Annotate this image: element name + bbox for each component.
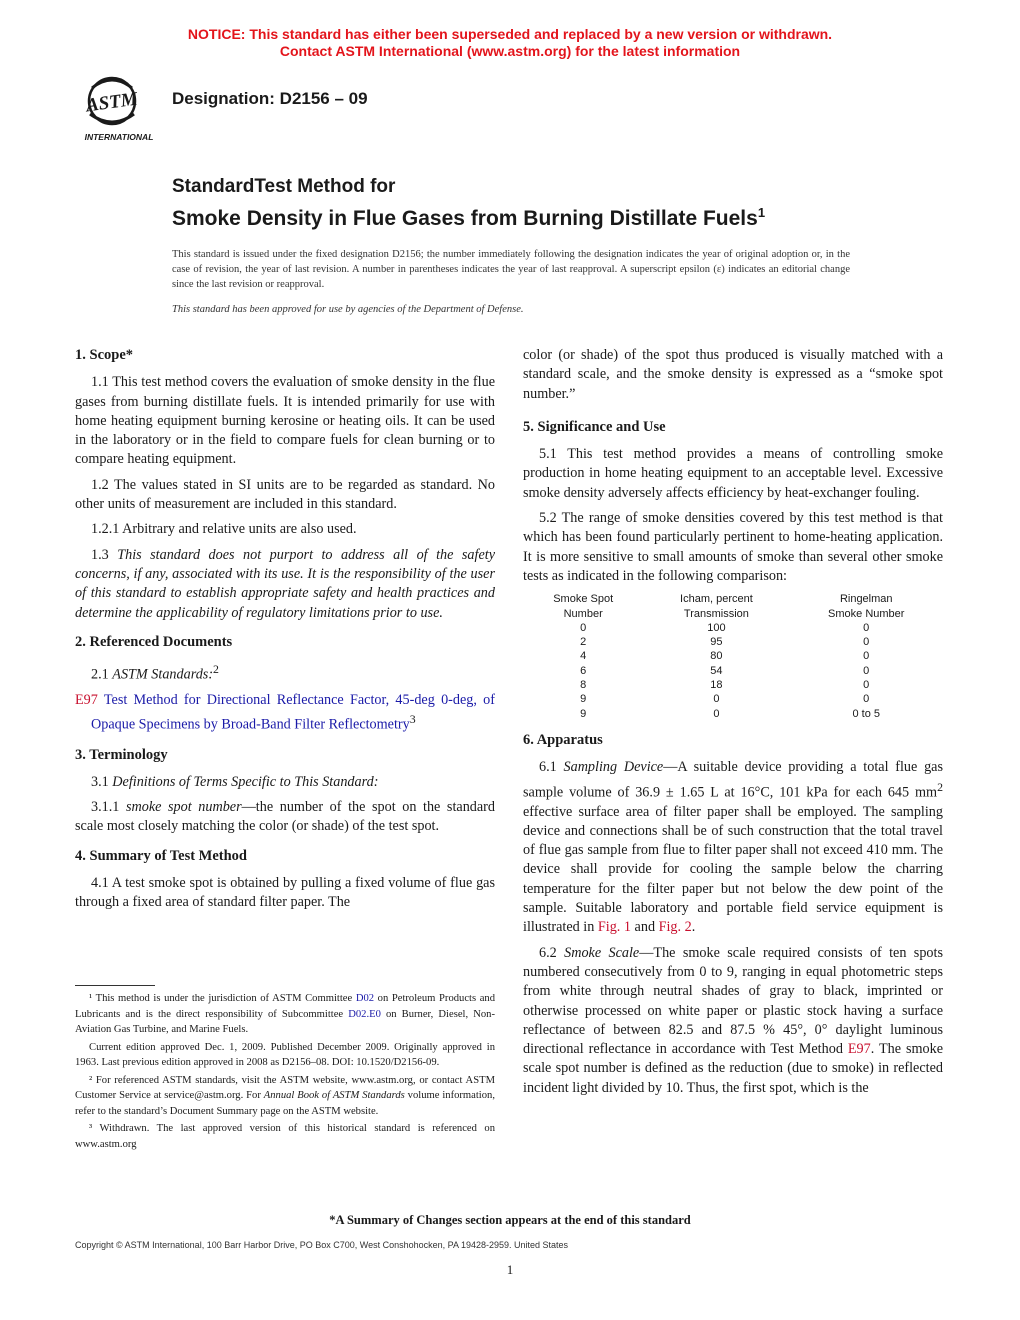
footnote-2 — [75, 1073, 495, 1120]
logo-text: ASTM — [84, 88, 139, 117]
table-cell: 0 — [863, 636, 870, 649]
apparatus-text: effective surface area of filter paper shall be employed. The sampling device and connections shall be of such construction that the total travel of flue gas sample from flue to filter paper shall not exceed 410 mm. The device shall provide for cooling the sample below the charring temperature for the filter paper but not below the dew point of the sample. Suitable laboratory and portable field service equipment is illustrated in — [523, 803, 943, 936]
apparatus-text: —A suitable device providing a total flue gas sample volume of 36.9 ± 1.65 L at 16°C, 101 kPa for each 645 mm — [523, 759, 943, 801]
logo-subtext: INTERNATIONAL — [84, 132, 154, 142]
table-row — [523, 707, 943, 721]
table-row — [523, 635, 943, 649]
issue-note: This standard is issued under the fixed designation D2156; the number immediately following the designation indicates the year of original adoption or, in the case of revision, the year of last revision. A number in parentheses indicates the year of last reapproval. A superscript epsilon (ε) indicates an editorial change since the last revision or reapproval. — [172, 249, 850, 290]
table-row — [523, 649, 943, 663]
apparatus-text: . — [691, 919, 696, 936]
scope-para-1-2: 1.2 The values stated in SI units are to be regarded as standard. No other units of measurement are included in this standard. — [75, 476, 495, 513]
designation: Designation: D2156 – 09 — [172, 89, 368, 108]
footnote-text: on Petroleum Products and Lubricants and is the direct responsibility of Subcommittee — [75, 993, 496, 1020]
sampling-device-term: Sampling Device — [563, 759, 664, 776]
table-cell: 9 — [580, 707, 587, 720]
e97-link[interactable]: E97 — [847, 1041, 871, 1058]
approved-note: This standard has been approved for use by agencies of the Department of Defense. — [172, 304, 524, 315]
footnote-text: on Burner, Diesel, Non-Aviation Gas Turbine, and Marine Fuels. — [75, 1008, 495, 1035]
footnote-edition: Current edition approved Dec. 1, 2009. Published December 2009. Originally approved in 1963. Last previous edition approved in 2008 as D2156–08. DOI: 10.1520/D2156-09. — [75, 1041, 495, 1068]
title-footnote-ref: 1 — [757, 205, 766, 220]
terminology-para-3-1 — [75, 773, 495, 792]
table-cell: 4 — [580, 650, 587, 663]
table-header-cell: Smoke Spot — [553, 593, 614, 606]
apparatus-text: . The smoke scale spot number is defined as the reduction (due to smoke) in reflected incident light divided by 10. Thus, the first spot, which is the — [523, 1041, 943, 1096]
definitions-label: Definitions of Terms Specific to This Standard: — [112, 773, 379, 790]
para-number: 3.1 — [91, 773, 113, 790]
section-heading-scope: 1. Scope* — [75, 347, 133, 363]
footnote-text: ² For referenced ASTM standards, visit the ASTM website, www.astm.org, or contact ASTM Customer Service at service@astm.org. For — [75, 1074, 495, 1101]
table-cell: 2 — [580, 636, 587, 649]
reference-title-link[interactable]: Test Method for Directional Reflectance Factor, 45-deg 0-deg, of Opaque Specimens by Broad-Band Filter Reflectometry — [91, 692, 495, 734]
footnote-ref: 2 — [213, 662, 219, 677]
copyright: Copyright © ASTM International, 100 Barr Harbor Drive, PO Box C700, West Conshohocken, PA 19428-2959. United States — [75, 1240, 569, 1250]
smoke-scale-term: Smoke Scale — [564, 944, 640, 961]
apparatus-text: and — [631, 919, 659, 936]
terminology-para-3-1-1 — [75, 798, 495, 837]
scope-para-1-3 — [75, 546, 495, 623]
footnote-3: ³ Withdrawn. The last approved version of this historical standard is referenced on www.astm.org — [75, 1123, 495, 1150]
table-cell: 0 — [863, 650, 870, 663]
table-cell: 0 — [863, 621, 870, 634]
table-header-row — [523, 592, 943, 606]
figure-2-link[interactable]: Fig. 2 — [658, 919, 692, 936]
summary-para-4-1: 4.1 A test smoke spot is obtained by pulling a fixed volume of flue gas through a fixed area of standard filter paper. The — [75, 875, 495, 911]
significance-para-5-1: 5.1 This test method provides a means of controlling smoke production in home heating equipment to an acceptable level. Excessive smoke density adversely affects efficiency by heat-exchanger fouling. — [523, 446, 943, 501]
definition-text: —the number of the spot on the standard scale most closely matching the color (or shade) of the test spot. — [75, 799, 495, 835]
table-cell: 0 — [863, 664, 870, 677]
scope-para-1-1: 1.1 This test method covers the evaluation of smoke density in the flue gases from burning distillate fuels. It is intended primarily for use with home heating equipment burning kerosine or heating oils. It can be used in the laboratory or in the field to compare fuels for clean burning or to compare heating equipment. — [75, 374, 495, 468]
section-heading-referenced-documents: 2. Referenced Documents — [75, 633, 233, 650]
table-row — [523, 621, 943, 635]
footnote-text: volume information, refer to the standard’s Document Summary page on the ASTM website. — [75, 1090, 495, 1117]
superscript: 2 — [937, 779, 943, 794]
reference-code-link[interactable]: E97 — [75, 692, 98, 709]
section-heading-apparatus: 6. Apparatus — [523, 731, 603, 748]
para-number: 6.1 — [539, 759, 564, 776]
table-cell: 100 — [707, 621, 726, 634]
footnote-1 — [75, 991, 495, 1038]
summary-para-4-1-continued: color (or shade) of the spot thus produced is visually matched with a standard scale, and the smoke density is expressed as a “smoke spot number.” — [523, 347, 943, 402]
para-number: 6.2 — [539, 944, 565, 961]
defined-term: smoke spot number — [125, 799, 242, 816]
footnote-divider — [75, 985, 155, 986]
footnotes — [75, 991, 495, 1154]
section-heading-terminology: 3. Terminology — [75, 746, 168, 763]
notice-line-1: NOTICE: This standard has either been superseded and replaced by a new version or withdrawn. — [187, 26, 833, 42]
table-row — [523, 692, 943, 706]
table-cell: 9 — [580, 693, 587, 706]
figure-1-link[interactable]: Fig. 1 — [597, 919, 631, 936]
supersede-notice — [0, 26, 1020, 60]
refdocs-para-2-1 — [75, 660, 495, 685]
apparatus-para-6-1 — [523, 758, 943, 937]
subcommittee-link[interactable]: D02.E0 — [348, 1008, 381, 1020]
table-cell: 6 — [580, 664, 587, 677]
comparison-table — [523, 592, 943, 721]
table-header-cell: Smoke Number — [828, 607, 905, 620]
para-number: 2.1 — [91, 666, 113, 683]
committee-d02-link[interactable]: D02 — [355, 993, 375, 1004]
page-number: 1 — [506, 1262, 514, 1277]
table-cell: 8 — [580, 679, 587, 692]
title-line-1: StandardTest Method for — [172, 176, 396, 197]
table-cell: 54 — [710, 664, 723, 677]
table-cell: 80 — [710, 650, 723, 663]
para-number: 1.3 — [91, 546, 118, 563]
table-header-cell: Icham, percent — [680, 593, 753, 606]
right-column — [523, 346, 943, 1104]
table-row — [523, 664, 943, 678]
summary-of-changes-note: *A Summary of Changes section appears at the end of this standard — [329, 1213, 691, 1227]
footnote-italic: Annual Book of ASTM Standards — [263, 1090, 405, 1101]
astm-standards-label: ASTM Standards: — [112, 666, 214, 683]
table-cell: 18 — [710, 679, 723, 692]
table-cell: 95 — [710, 636, 723, 649]
title-line-2 — [172, 199, 765, 233]
notice-line-2: Contact ASTM International (www.astm.org) for the latest information — [279, 43, 741, 59]
title-text: Smoke Density in Flue Gases from Burning Distillate Fuels — [172, 207, 758, 230]
table-header-cell: Number — [563, 607, 603, 620]
table-cell: 0 — [580, 621, 587, 634]
scope-para-1-2-1: 1.2.1 Arbitrary and relative units are also used. — [91, 521, 357, 538]
left-column — [75, 346, 495, 919]
table-header-row — [523, 607, 943, 621]
section-heading-significance: 5. Significance and Use — [523, 418, 666, 435]
apparatus-para-6-2 — [523, 944, 943, 1098]
table-header-cell: Ringelman — [839, 593, 893, 606]
section-heading-summary: 4. Summary of Test Method — [75, 847, 247, 864]
significance-para-5-2: 5.2 The range of smoke densities covered by this test method is that which has been found particularly pertinent to home-heating application. It is more sensitive to small amounts of smoke than several other smoke tests as indicated in the following comparison: — [523, 510, 943, 584]
astm-logo — [74, 74, 164, 144]
table-cell: 0 — [863, 693, 870, 706]
reference-e97 — [75, 691, 495, 735]
document-title — [172, 175, 765, 233]
table-cell: 0 to 5 — [852, 707, 880, 720]
safety-statement: This standard does not purport to address all of the safety concerns, if any, associated with its use. It is the responsibility of the user of this standard to establish appropriate safety and health practices and determine the applicability of regulatory limitations prior to use. — [75, 546, 495, 621]
table-header-cell: Transmission — [683, 607, 749, 620]
apparatus-text: —The smoke scale required consists of ten spots numbered consecutively from 0 to 9, ranging in equal photometric steps from white through neutral shades of gray to black, imprinted or otherwise processed on white paper or plastic stock having a surface reflectance of between 82.5 and 87.5 % 45°, 0° daylight luminous directional reflectance in accordance with Test Method — [523, 944, 943, 1058]
footnote-text: ¹ This method is under the jurisdiction of ASTM Committee — [89, 993, 356, 1004]
table-row — [523, 678, 943, 692]
table-cell: 0 — [863, 679, 870, 692]
footnote-ref: 3 — [409, 712, 416, 727]
table-cell: 0 — [713, 707, 720, 720]
table-cell: 0 — [713, 693, 720, 706]
para-number: 3.1.1 — [91, 799, 126, 816]
